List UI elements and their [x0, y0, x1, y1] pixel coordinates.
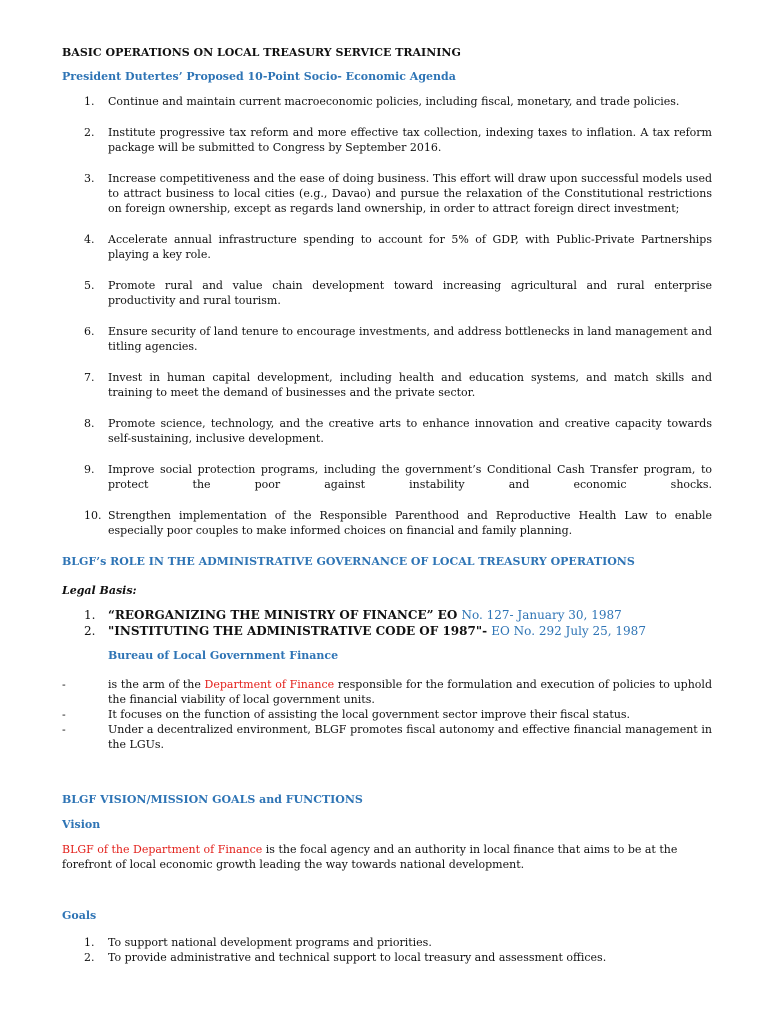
bureau-bullet-list	[62, 677, 712, 752]
vision-body: is the focal agency and an authority in local finance that aims to be at the forefront of local economic growth leading the way towards national development.	[62, 843, 678, 871]
agenda-item-text: Invest in human capital development, including health and education systems, and match skills and training to meet the demand of businesses and the private sector.	[108, 371, 712, 399]
agenda-item-number: 5.	[84, 279, 95, 292]
bullet-text: is the arm of the	[108, 678, 205, 691]
department-of-finance-text: Department of Finance	[204, 678, 335, 691]
agenda-heading: President Dutertes’ Proposed 10-Point Socio- Economic Agenda	[62, 70, 456, 83]
agenda-item-text: Accelerate annual infrastructure spending to account for 5% of GDP, with Public-Private Partnerships playing a key role.	[108, 233, 712, 261]
agenda-item-text: Ensure security of land tenure to encourage investments, and address bottlenecks in land management and titling agencies.	[108, 325, 712, 353]
agenda-item-number: 2.	[84, 126, 95, 139]
vision-label: Vision	[62, 818, 101, 831]
role-heading: BLGF’s ROLE IN THE ADMINISTRATIVE GOVERNANCE OF LOCAL TREASURY OPERATIONS	[62, 555, 635, 568]
legal-item-ref: No. 127- January 30, 1987	[461, 608, 622, 622]
bullet-text: responsible for the formulation and execution of policies to uphold the financial viability of local government units.	[108, 678, 712, 706]
vision-agency-name: BLGF of the Department of Finance	[62, 843, 263, 856]
dash-marker: -	[62, 678, 66, 691]
agenda-item-text: Continue and maintain current macroeconomic policies, including fiscal, monetary, and trade policies.	[108, 95, 680, 108]
agenda-item	[62, 171, 712, 216]
goals-label: Goals	[62, 909, 97, 922]
bullet-text: It focuses on the function of assisting the local government sector improve their fiscal status.	[108, 708, 631, 721]
agenda-item-text: Institute progressive tax reform and more effective tax collection, indexing taxes to inflation. A tax reform package will be submitted to Congress by September 2016.	[108, 126, 712, 154]
goal-item	[62, 935, 712, 950]
agenda-item-number: 3.	[84, 172, 95, 185]
goal-item-number: 1.	[84, 936, 95, 949]
document-title: BASIC OPERATIONS ON LOCAL TREASURY SERVICE TRAINING	[62, 46, 461, 59]
agenda-list	[62, 94, 712, 538]
legal-item	[62, 624, 712, 639]
legal-item-title: "INSTITUTING THE ADMINISTRATIVE CODE OF 1987"-	[108, 624, 492, 638]
vision-mission-heading: BLGF VISION/MISSION GOALS and FUNCTIONS	[62, 793, 363, 806]
legal-item-number: 1.	[84, 608, 96, 622]
legal-basis-list	[62, 608, 712, 639]
agenda-item-text: Promote science, technology, and the creative arts to enhance innovation and creative capacity towards self-sustaining, inclusive development.	[108, 417, 712, 445]
agenda-item-number: 4.	[84, 233, 95, 246]
goal-item-text: To support national development programs and priorities.	[108, 936, 432, 949]
bureau-bullet	[62, 722, 712, 752]
legal-basis-label: Legal Basis:	[62, 584, 137, 597]
agenda-item-number: 8.	[84, 417, 95, 430]
agenda-item	[62, 125, 712, 155]
agenda-item-text: Improve social protection programs, including the government’s Conditional Cash Transfer program, to protect the poor against instability and economic shocks.	[108, 463, 712, 491]
agenda-item-number: 9.	[84, 463, 95, 476]
goal-item-number: 2.	[84, 951, 95, 964]
goals-list	[62, 935, 712, 965]
agenda-item	[62, 416, 712, 446]
agenda-item-text: Strengthen implementation of the Responsible Parenthood and Reproductive Health Law to enable especially poor couples to make informed choices on financial and family planning.	[108, 509, 712, 537]
agenda-item	[62, 324, 712, 354]
agenda-item-number: 1.	[84, 95, 95, 108]
agenda-item-number: 7.	[84, 371, 95, 384]
agenda-item	[62, 94, 712, 109]
dash-marker: -	[62, 723, 66, 736]
legal-item-number: 2.	[84, 624, 96, 638]
agenda-item-text: Promote rural and value chain development toward increasing agricultural and rural enterprise productivity and rural tourism.	[108, 279, 712, 307]
agenda-item	[62, 462, 712, 492]
agenda-item-number: 10.	[84, 509, 102, 522]
bureau-heading: Bureau of Local Government Finance	[108, 649, 339, 662]
agenda-item-text: Increase competitiveness and the ease of doing business. This effort will draw upon successful models used to attract business to local cities (e.g., Davao) and pursue the relaxation of the Constitutional restrictions on foreign ownership, except as regards land ownership, in order to attract foreign direct investment;	[108, 172, 712, 215]
legal-item	[62, 608, 712, 623]
vision-text	[62, 842, 712, 872]
agenda-item	[62, 278, 712, 308]
bureau-bullet	[62, 707, 712, 722]
agenda-item	[62, 232, 712, 262]
bureau-bullet	[62, 677, 712, 707]
bullet-text: Under a decentralized environment, BLGF promotes fiscal autonomy and effective financial management in the LGUs.	[108, 723, 712, 751]
legal-item-title: “REORGANIZING THE MINISTRY OF FINANCE” EO	[108, 608, 462, 622]
agenda-item	[62, 370, 712, 400]
goal-item	[62, 950, 712, 965]
legal-item-ref: EO No. 292 July 25, 1987	[491, 624, 646, 638]
goal-item-text: To provide administrative and technical support to local treasury and assessment offices.	[108, 951, 607, 964]
dash-marker: -	[62, 708, 66, 721]
agenda-item	[62, 508, 712, 538]
agenda-item-number: 6.	[84, 325, 95, 338]
